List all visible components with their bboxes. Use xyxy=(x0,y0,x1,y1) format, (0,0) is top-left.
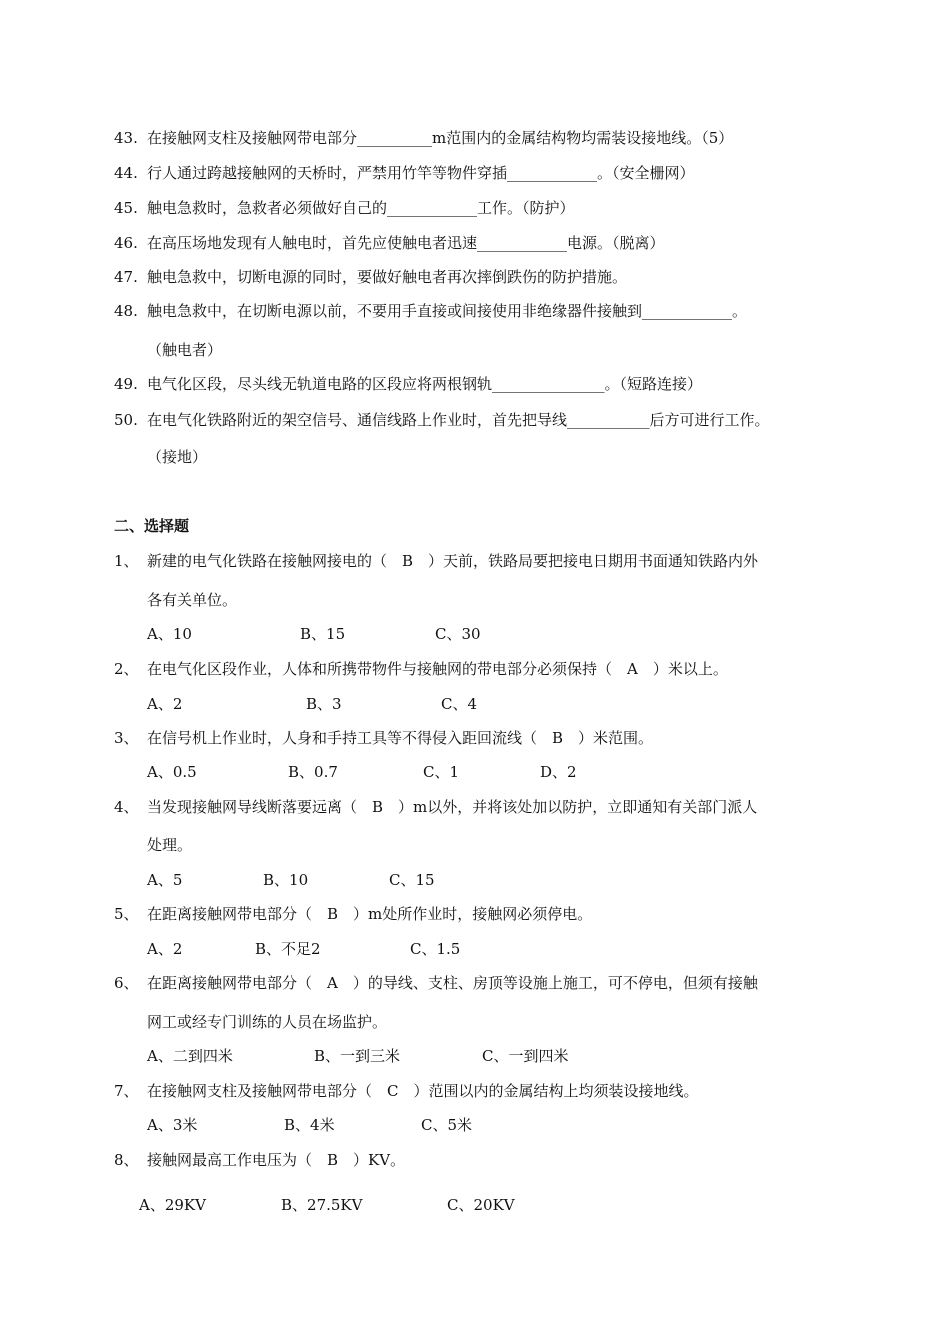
item-text: 当发现接触网导线断落要远离（ B ）m以外，并将该处加以防护，立即通知有关部门派人 xyxy=(147,798,758,816)
item-text: 触电急救中，切断电源的同时，要做好触电者再次摔倒跌伤的防护措施。 xyxy=(147,268,628,286)
option-c: C、20KV xyxy=(447,1196,515,1214)
item-number: 46. xyxy=(114,234,138,252)
item-answer-line: （触电者） xyxy=(147,341,223,359)
item-number: 7、 xyxy=(114,1082,139,1100)
item-text: 触电急救中，在切断电源以前，不要用手直接或间接使用非绝缘器件接触到____________。 xyxy=(147,302,748,320)
option-a: A、0.5 xyxy=(147,763,197,781)
option-a: A、10 xyxy=(147,625,192,643)
item-number: 5、 xyxy=(114,905,139,923)
option-c: C、4 xyxy=(441,695,478,713)
option-b: B、一到三米 xyxy=(314,1047,401,1065)
option-b: B、4米 xyxy=(284,1116,335,1134)
option-a: A、2 xyxy=(147,940,183,958)
option-b: B、10 xyxy=(263,871,309,889)
item-text: 在接触网支柱及接触网带电部分（ C ）范围以内的金属结构上均须装设接地线。 xyxy=(147,1082,699,1100)
item-number: 3、 xyxy=(114,729,139,747)
item-answer-line: （接地） xyxy=(147,448,208,466)
item-text-continued: 处理。 xyxy=(147,836,193,854)
option-d: D、2 xyxy=(540,763,577,781)
option-a: A、3米 xyxy=(147,1116,198,1134)
option-c: C、5米 xyxy=(421,1116,473,1134)
item-number: 8、 xyxy=(114,1151,139,1169)
item-text-continued: 各有关单位。 xyxy=(147,591,238,609)
item-number: 4、 xyxy=(114,798,139,816)
item-text: 新建的电气化铁路在接触网接电的（ B ）天前，铁路局要把接电日期用书面通知铁路内外 xyxy=(147,552,759,570)
item-number: 2、 xyxy=(114,660,139,678)
item-number: 6、 xyxy=(114,974,139,992)
option-b: B、27.5KV xyxy=(281,1196,363,1214)
item-text: 接触网最高工作电压为（ B ）KV。 xyxy=(147,1151,406,1169)
option-a: A、二到四米 xyxy=(147,1047,233,1065)
option-b: B、不足2 xyxy=(255,940,321,958)
option-b: B、0.7 xyxy=(288,763,338,781)
item-number: 50. xyxy=(114,411,138,429)
option-a: A、5 xyxy=(147,871,183,889)
section-title: 二、选择题 xyxy=(114,517,190,535)
item-number: 49. xyxy=(114,375,138,393)
item-text: 触电急救时，急救者必须做好自己的____________工作。（防护） xyxy=(147,199,575,217)
item-text: 在电气化铁路附近的架空信号、通信线路上作业时，首先把导线___________后方可进行工作。 xyxy=(147,411,770,429)
option-c: C、1.5 xyxy=(410,940,461,958)
option-a: A、2 xyxy=(147,695,183,713)
item-number: 44. xyxy=(114,164,138,182)
item-text: 在电气化区段作业，人体和所携带物件与接触网的带电部分必须保持（ A ）米以上。 xyxy=(147,660,728,678)
option-a: A、29KV xyxy=(139,1196,206,1214)
item-text: 行人通过跨越接触网的天桥时，严禁用竹竿等物件穿插____________。（安全栅网） xyxy=(147,164,695,182)
option-c: C、30 xyxy=(435,625,481,643)
option-b: B、3 xyxy=(306,695,342,713)
item-text: 在高压场地发现有人触电时，首先应使触电者迅速____________电源。（脱离） xyxy=(147,234,665,252)
item-text: 在接触网支柱及接触网带电部分__________m范围内的金属结构物均需装设接地线。（5） xyxy=(147,129,734,147)
item-number: 45. xyxy=(114,199,138,217)
item-text-continued: 网工或经专门训练的人员在场监护。 xyxy=(147,1013,388,1031)
option-b: B、15 xyxy=(300,625,346,643)
item-text: 在距离接触网带电部分（ B ）m处所作业时，接触网必须停电。 xyxy=(147,905,593,923)
item-text: 在信号机上作业时，人身和手持工具等不得侵入距回流线（ B ）米范围。 xyxy=(147,729,654,747)
item-text: 电气化区段，尽头线无轨道电路的区段应将两根钢轨_______________。（短路连接） xyxy=(147,375,703,393)
item-number: 43. xyxy=(114,129,138,147)
item-number: 1、 xyxy=(114,552,139,570)
item-text: 在距离接触网带电部分（ A ）的导线、支柱、房顶等设施上施工，可不停电，但须有接触 xyxy=(147,974,758,992)
option-c: C、15 xyxy=(389,871,435,889)
option-c: C、1 xyxy=(423,763,460,781)
item-number: 48. xyxy=(114,302,138,320)
option-c: C、一到四米 xyxy=(482,1047,569,1065)
item-number: 47. xyxy=(114,268,138,286)
